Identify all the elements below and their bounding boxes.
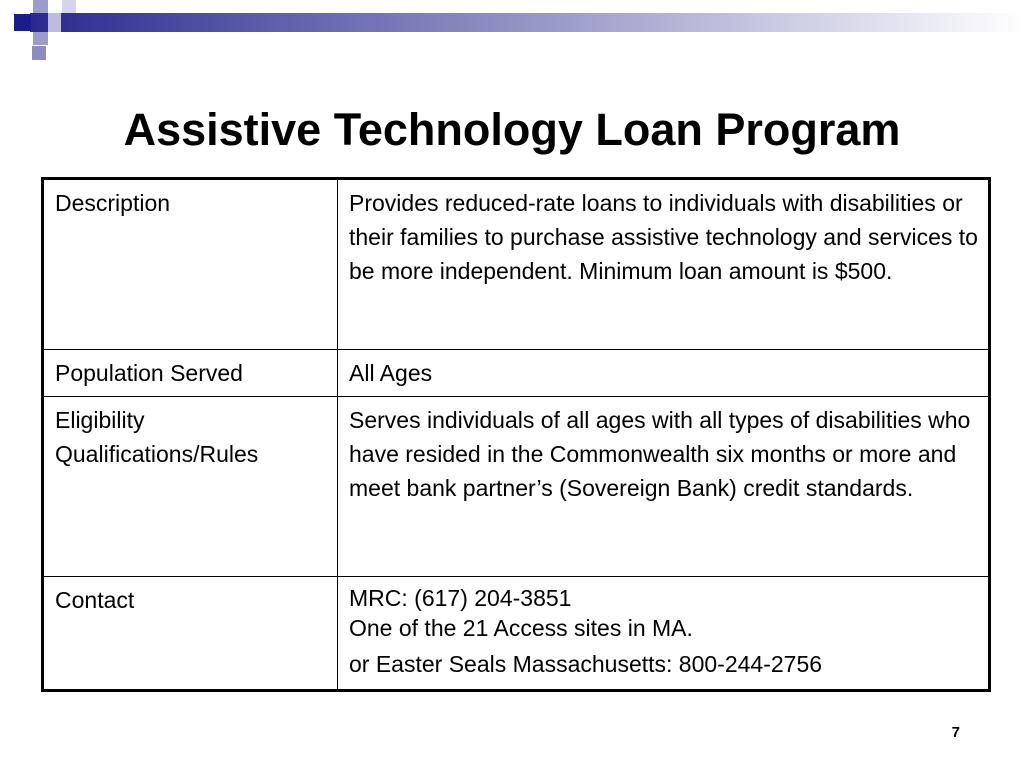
row-value: All Ages (338, 350, 990, 397)
header-square-lavender (33, 32, 48, 45)
table-row (43, 350, 990, 397)
header-square-lavender (33, 0, 48, 13)
header-square-navy (14, 14, 31, 31)
info-table (41, 177, 991, 692)
row-label: Eligibility Qualifications/Rules (43, 397, 338, 577)
row-value: Provides reduced-rate loans to individuals with disabilities or their families to purchase assistive technology and services to be more independent. Minimum loan amount is $500. (338, 179, 990, 350)
header-gradient-bar (30, 13, 1024, 32)
header-square-lavender (48, 13, 61, 32)
contact-phone-mrc: MRC: (617) 204-3851 (349, 585, 572, 611)
slide-number: 7 (951, 724, 960, 741)
table-row (43, 179, 990, 350)
row-value: Serves individuals of all ages with all types of disabilities who have resided in the Commonwealth six months or more and meet bank partner’s (Sovereign Bank) credit standards. (338, 397, 990, 577)
contact-value (338, 577, 990, 691)
row-label: Contact (43, 577, 338, 691)
header-square-lavender (62, 0, 76, 13)
table-row (43, 577, 990, 691)
contact-phone-easter-seals: or Easter Seals Massachusetts: 800-244-2756 (349, 651, 823, 677)
header-squares-graphic (0, 0, 1024, 62)
table-row (43, 397, 990, 577)
row-label: Population Served (43, 350, 338, 397)
header-decoration (0, 0, 1024, 62)
row-label: Description (43, 179, 338, 350)
slide-title: Assistive Technology Loan Program (123, 104, 901, 155)
contact-access-sites: One of the 21 Access sites in MA. (349, 615, 693, 641)
header-square-lavender (32, 46, 46, 60)
